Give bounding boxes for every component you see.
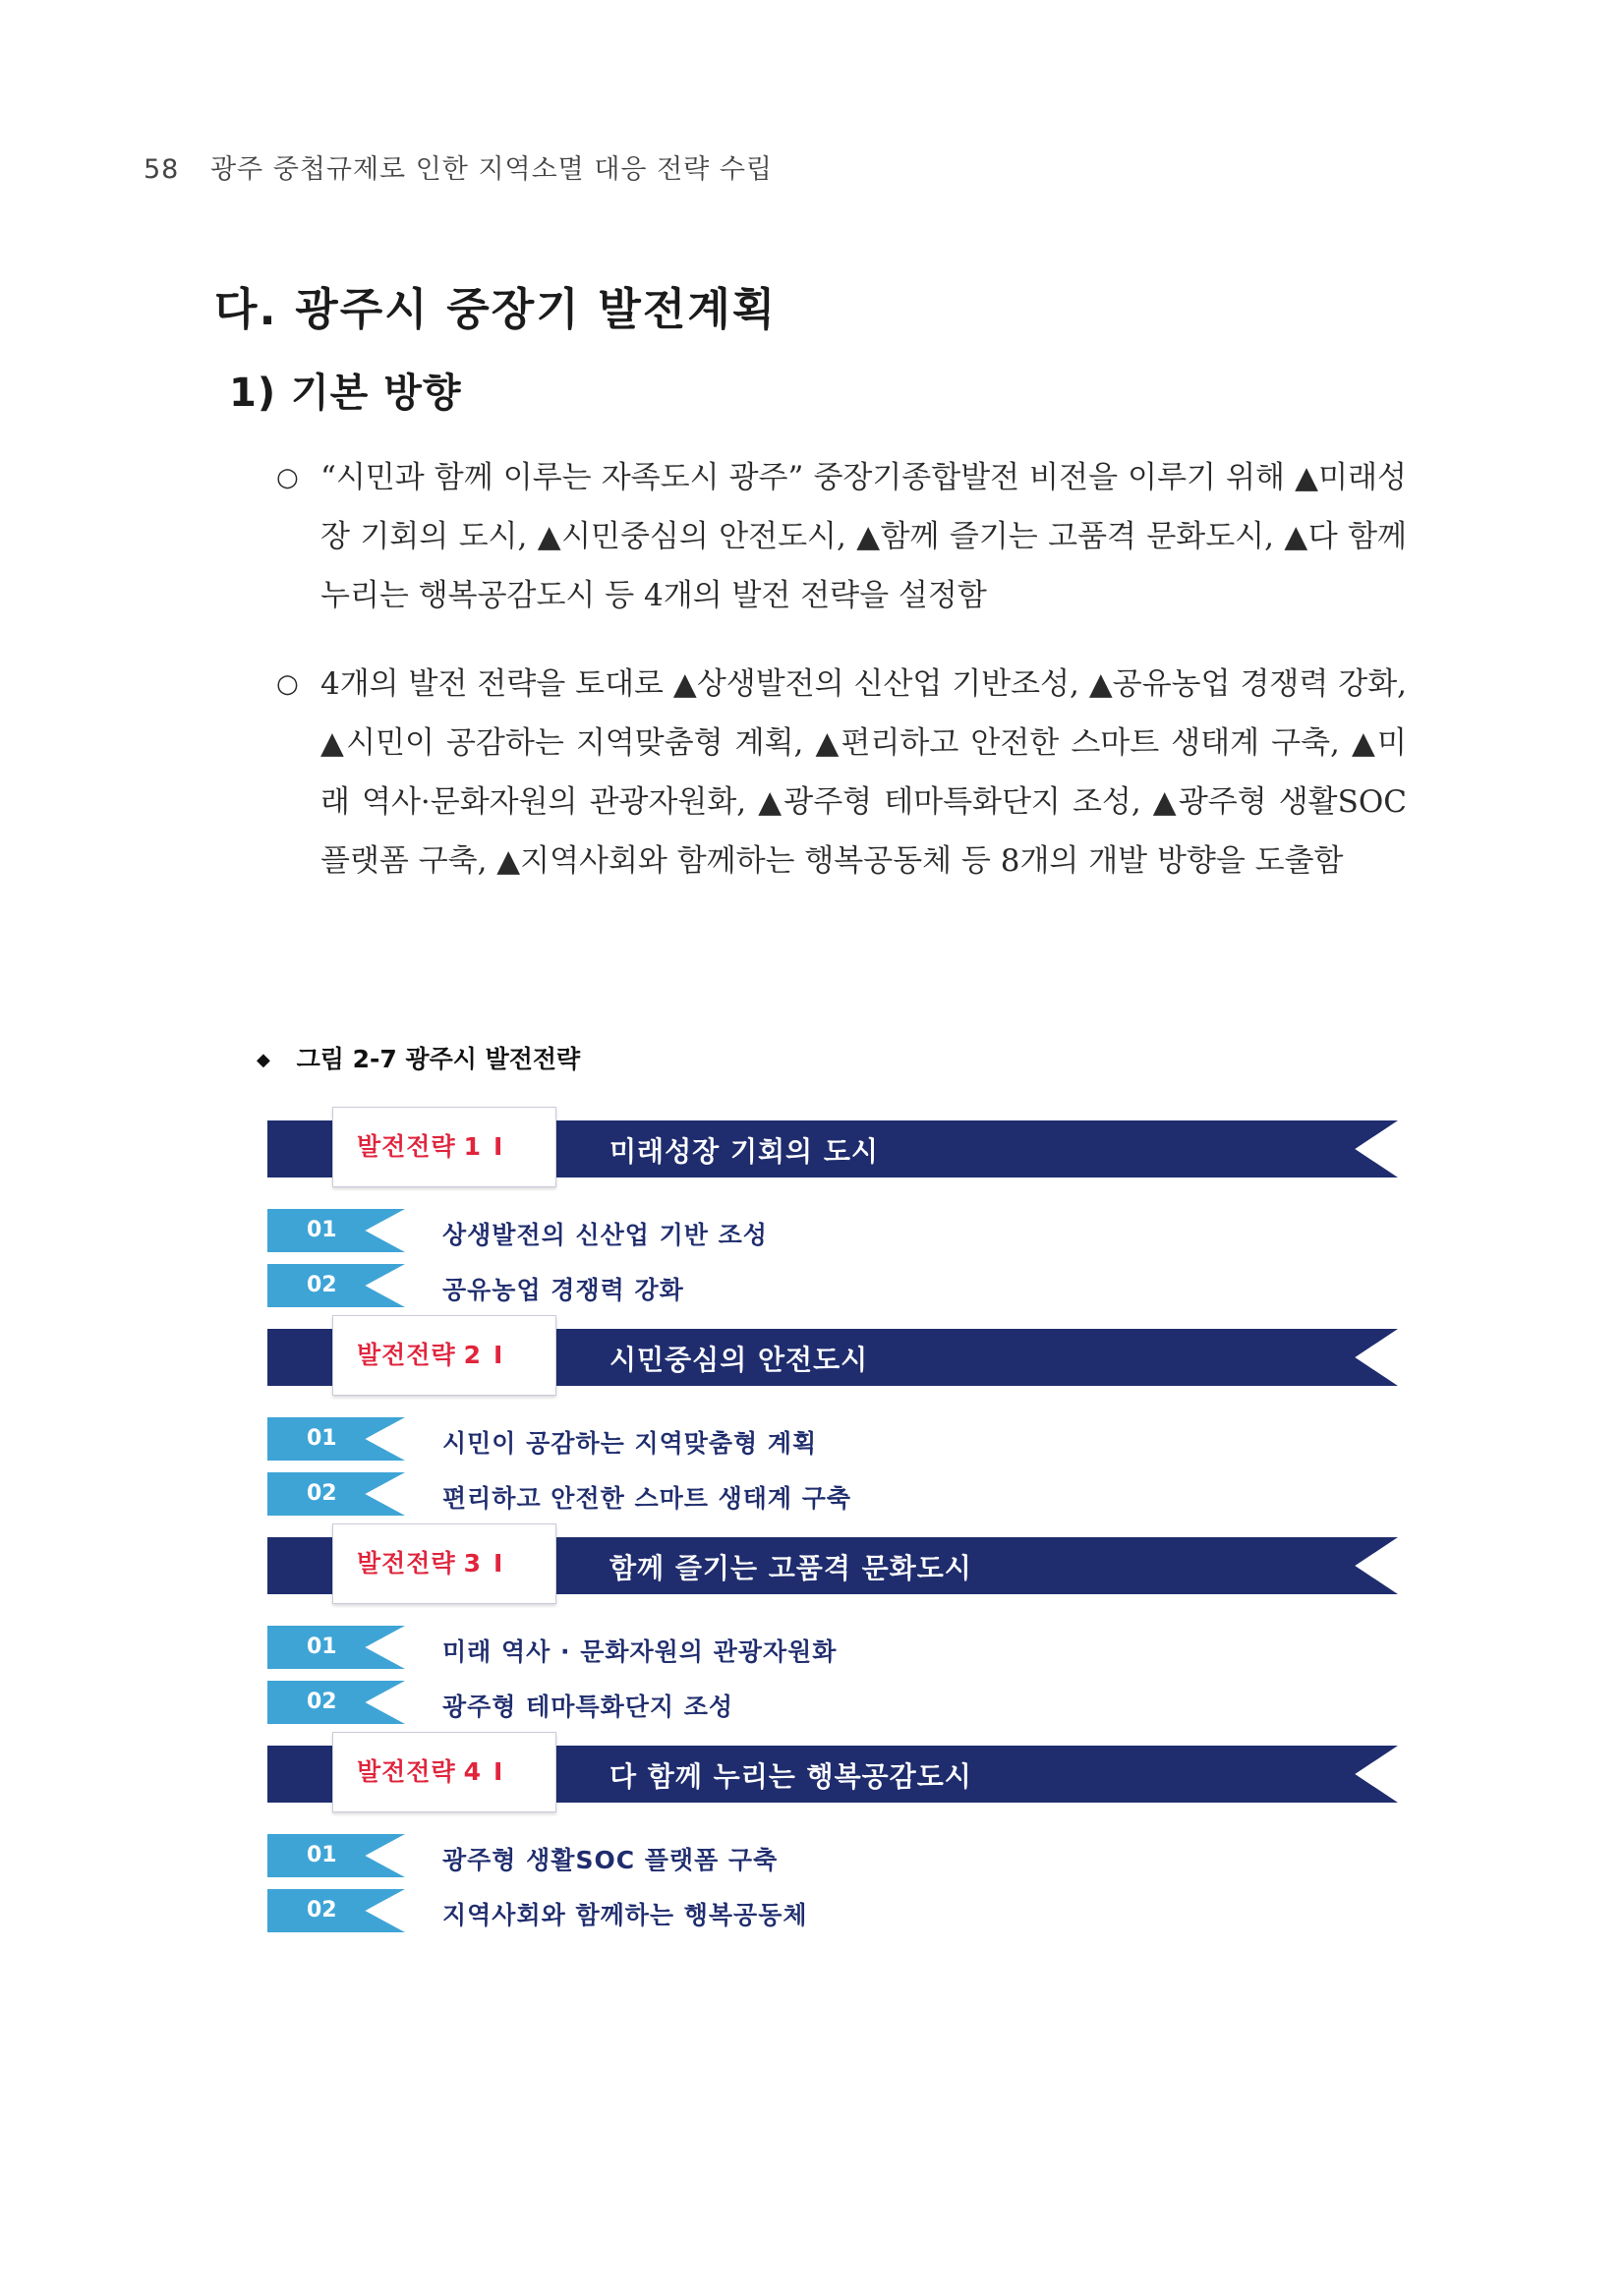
paragraph-2: [276, 655, 1407, 890]
strategy-number: 3: [463, 1549, 483, 1578]
item-number: 02: [307, 1481, 337, 1506]
circle-bullet-icon: ○: [276, 669, 299, 699]
strategy-tab: [332, 1523, 556, 1604]
strategy-number: 1: [463, 1132, 483, 1161]
strategy-separator: I: [493, 1549, 504, 1578]
strategy-title: 함께 즐기는 고품격 문화도시: [609, 1552, 972, 1584]
paragraph-text: 4개의 발전 전략을 토대로 ▲상생발전의 신산업 기반조성, ▲공유농업 경쟁력 강화, ▲시민이 공감하는 지역맞춤형 계획, ▲편리하고 안전한 스마트 생태계 구축, ▲미래 역사·문화자원의 관광자원화, ▲광주형 테마특화단지 조성, ▲광주형 생활SOC 플랫폼 구축, ▲지역사회와 함께하는 행복공동체 등 8개의 개발 방향을 도출함: [320, 666, 1407, 879]
item-number: 02: [307, 1273, 337, 1297]
strategy-tab: [332, 1732, 556, 1812]
diamond-bullet-icon: ◆: [257, 1050, 270, 1070]
item-text: 상생발전의 신산업 기반 조성: [442, 1221, 768, 1249]
item-text: 미래 역사 · 문화자원의 관광자원화: [442, 1637, 838, 1666]
strategy-block-3: [265, 1516, 1406, 1721]
figure-caption-text: 그림 2-7 광주시 발전전략: [296, 1045, 581, 1073]
item-number: 01: [307, 1218, 337, 1242]
item-text: 광주형 생활SOC 플랫폼 구축: [442, 1846, 779, 1874]
item-number: 02: [307, 1690, 337, 1714]
strategy-item: [267, 1417, 1398, 1461]
strategy-item: [267, 1472, 1398, 1516]
strategy-tab: [332, 1315, 556, 1396]
subsection-title: 1) 기본 방향: [229, 371, 462, 416]
strategy-block-2: [265, 1307, 1406, 1513]
strategy-block-1: [265, 1099, 1406, 1304]
running-title: 광주 중첩규제로 인한 지역소멸 대응 전략 수립: [209, 154, 774, 185]
strategy-label: 발전전략: [357, 1132, 456, 1161]
running-header: [144, 147, 773, 186]
strategy-figure: [265, 1099, 1406, 1944]
strategy-title: 미래성장 기회의 도시: [609, 1135, 879, 1168]
strategy-label: 발전전략: [357, 1341, 456, 1369]
paragraph-text: “시민과 함께 이루는 자족도시 광주” 중장기종합발전 비전을 이루기 위해 ▲미래성장 기회의 도시, ▲시민중심의 안전도시, ▲함께 즐기는 고품격 문화도시, ▲다 함께 누리는 행복공감도시 등 4개의 발전 전략을 설정함: [320, 460, 1407, 613]
item-number: 01: [307, 1426, 337, 1451]
strategy-item: [267, 1264, 1398, 1307]
section-title: 다. 광주시 중장기 발전계획: [214, 283, 778, 335]
strategy-label: 발전전략: [357, 1549, 456, 1578]
item-text: 시민이 공감하는 지역맞춤형 계획: [442, 1429, 818, 1458]
item-number: 02: [307, 1898, 337, 1923]
page-number: 58: [144, 154, 180, 185]
strategy-title: 시민중심의 안전도시: [609, 1344, 869, 1376]
figure-caption: [257, 1040, 580, 1075]
strategy-number: 2: [463, 1341, 483, 1369]
strategy-item: [267, 1834, 1398, 1877]
strategy-tab: [332, 1107, 556, 1187]
strategy-label: 발전전략: [357, 1757, 456, 1786]
strategy-item: [267, 1209, 1398, 1252]
item-text: 지역사회와 함께하는 행복공동체: [442, 1901, 808, 1929]
item-text: 편리하고 안전한 스마트 생태계 구축: [442, 1484, 852, 1513]
strategy-title: 다 함께 누리는 행복공감도시: [609, 1760, 972, 1793]
strategy-separator: I: [493, 1132, 504, 1161]
strategy-separator: I: [493, 1341, 504, 1369]
item-text: 공유농업 경쟁력 강화: [442, 1276, 684, 1304]
strategy-item: [267, 1889, 1398, 1932]
strategy-block-4: [265, 1724, 1406, 1929]
strategy-item: [267, 1681, 1398, 1724]
paragraph-1: [276, 448, 1407, 625]
item-number: 01: [307, 1843, 337, 1867]
strategy-separator: I: [493, 1757, 504, 1786]
item-text: 광주형 테마특화단지 조성: [442, 1693, 734, 1721]
strategy-item: [267, 1626, 1398, 1669]
circle-bullet-icon: ○: [276, 463, 299, 492]
strategy-number: 4: [463, 1757, 483, 1786]
item-number: 01: [307, 1635, 337, 1659]
